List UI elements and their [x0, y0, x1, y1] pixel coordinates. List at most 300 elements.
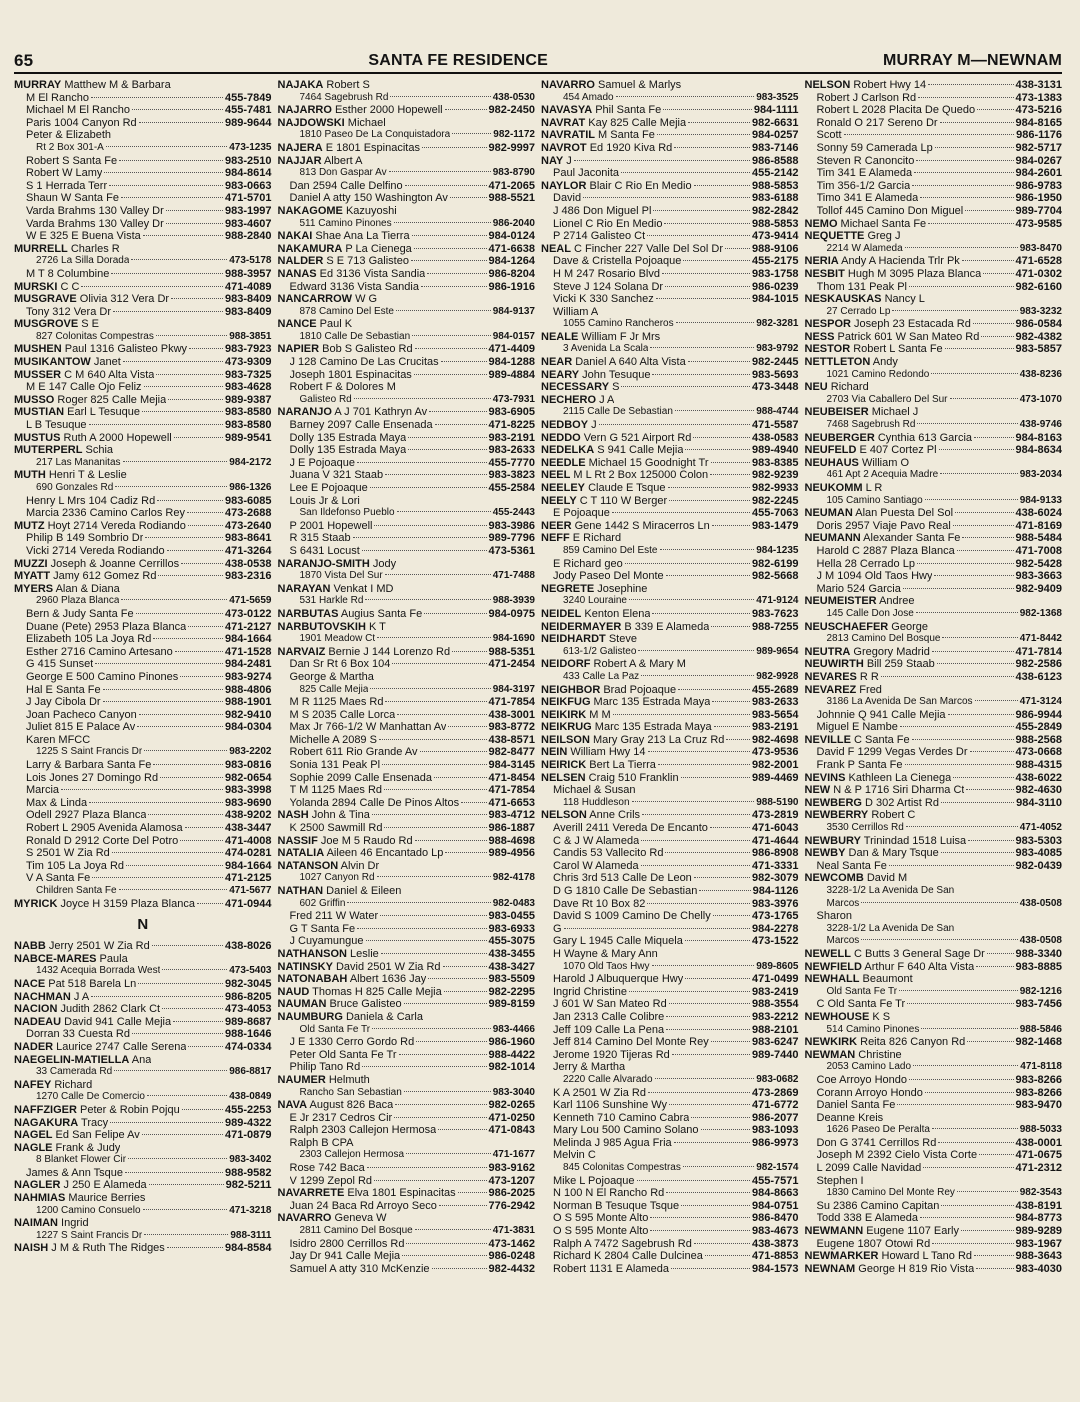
listing-name: MUSHEN Paul 1316 Galisteo Pkwy — [14, 343, 188, 356]
leader-dots — [647, 903, 750, 904]
listing-name: Daniel A atty 150 Washington Av — [289, 192, 448, 205]
phone-number: 982-4432 — [488, 1262, 535, 1275]
listing-name: Lee E Pojoaque — [289, 482, 368, 494]
leader-dots — [445, 109, 487, 110]
listing-entry — [278, 1175, 536, 1188]
listing-name: NASH John & Tina — [277, 809, 370, 822]
phone-number: 983-2510 — [225, 154, 272, 167]
listing-entry — [278, 885, 536, 898]
listing-name: NACHMAN J A — [14, 990, 90, 1003]
listing-entry — [805, 331, 1063, 344]
listing-entry — [805, 180, 1063, 193]
phone-number: 984-1126 — [752, 885, 799, 897]
listing-entry — [541, 1087, 799, 1100]
listing-name: 8 Blanket Flower Cir — [36, 1154, 127, 1166]
listing-name: S 1 Herrada Terr — [26, 179, 108, 192]
phone-number: 983-8409 — [225, 293, 272, 306]
listing-entry — [278, 1250, 536, 1263]
phone-number: 984-3110 — [1016, 796, 1062, 809]
listing-name: Norman B Tesuque Tsque — [553, 1199, 680, 1212]
phone-number: 471-8442 — [1019, 633, 1062, 645]
listing-entry — [805, 532, 1063, 545]
leader-dots — [711, 1041, 750, 1042]
phone-number: 983-2202 — [229, 746, 272, 758]
leader-dots — [128, 1158, 227, 1159]
phone-number: 988-2101 — [752, 1023, 799, 1036]
listing-entry — [14, 658, 272, 671]
phone-number: 455-2253 — [225, 1103, 272, 1116]
listing-name: Dave Rt 10 Box 82 — [553, 897, 646, 910]
listing-entry — [541, 255, 799, 268]
phone-number: 471-0879 — [225, 1129, 272, 1142]
leader-dots — [662, 273, 750, 274]
phone-number: 982-4630 — [1015, 784, 1062, 797]
phone-number: 438-0583 — [752, 431, 799, 444]
listing-name: Fred 211 W Water — [289, 910, 379, 923]
phone-number: 982-2295 — [488, 985, 535, 998]
listing-entry — [541, 1137, 799, 1150]
leader-dots — [362, 550, 487, 551]
listing-name: MYATT Jamy 612 Gomez Rd — [14, 570, 157, 583]
listing-name: NATHAN Daniel & Eileen — [277, 885, 402, 897]
listing-name: MYRICK Joyce H 3159 Plaza Blanca — [14, 897, 195, 910]
listing-name: NEWFIELD Arthur F 640 Alta Vista — [804, 960, 975, 973]
listing-entry — [14, 419, 272, 432]
listing-entry — [278, 1149, 536, 1162]
leader-dots — [701, 1129, 750, 1130]
listing-entry — [541, 923, 799, 936]
listing-name: MUSGRAVE Olivia 312 Vera Dr — [14, 293, 170, 306]
phone-number: 438-3001 — [488, 708, 535, 721]
listing-entry — [278, 218, 536, 231]
listing-name: D G 1810 Calle De Sebastian — [553, 885, 698, 897]
listing-entry — [278, 948, 536, 961]
phone-number: 983-9470 — [1015, 1099, 1062, 1112]
listing-name: NAUD Thomas H 825 Calle Mejia — [277, 985, 442, 998]
listing-entry — [14, 381, 272, 394]
leader-dots — [916, 160, 1013, 161]
leader-dots — [666, 1016, 750, 1017]
phone-number: 473-3448 — [752, 381, 799, 394]
listing-entry — [278, 79, 536, 92]
listing-entry — [541, 281, 799, 294]
listing-name: Hal E Santa Fe — [26, 683, 101, 696]
listing-entry — [541, 860, 799, 873]
page-title: SANTA FE RESIDENCE — [368, 52, 548, 69]
phone-number: 988-2568 — [1015, 733, 1062, 746]
listing-name: Barney 2097 Calle Ensenada — [289, 419, 433, 432]
listing-entry — [805, 205, 1063, 218]
phone-number: 983-3986 — [488, 519, 535, 532]
listing-entry — [541, 457, 799, 470]
listing-entry — [541, 822, 799, 835]
leader-dots — [714, 726, 750, 727]
listing-name: NEWMAN Christine — [804, 1048, 902, 1061]
leader-dots — [119, 160, 223, 161]
leader-dots — [935, 147, 1014, 148]
listing-name: NEIRICK Bert La Tierra — [541, 759, 656, 772]
leader-dots — [103, 689, 223, 690]
page-header — [14, 50, 1062, 74]
listing-name: Steve J 124 Solana Dr — [553, 280, 664, 293]
listing-entry — [278, 457, 536, 470]
listing-entry — [278, 495, 536, 508]
listing-name: Ingrid Christine — [553, 985, 627, 998]
listing-entry — [541, 835, 799, 848]
listing-name: S 6431 Locust — [289, 544, 360, 557]
listing-entry — [278, 142, 536, 155]
listing-entry — [805, 961, 1063, 974]
listing-name: J Cuyamungue — [289, 935, 364, 948]
phone-number: 473-1765 — [752, 910, 799, 923]
phone-number: 982-5717 — [1015, 141, 1062, 154]
leader-dots — [121, 197, 223, 198]
phone-number: 983-0816 — [225, 759, 272, 772]
leader-dots — [948, 714, 1014, 715]
listing-entry — [14, 218, 272, 231]
listing-name: Max & Linda — [26, 796, 88, 809]
leader-dots — [681, 1205, 750, 1206]
listing-name: NARBUTOVSKIH K T — [277, 620, 386, 633]
leader-dots — [683, 1166, 754, 1167]
listing-entry — [14, 482, 272, 495]
listing-entry — [805, 92, 1063, 105]
listing-name: NARVAIZ Bernie J 144 Lorenzo Rd — [277, 645, 451, 658]
listing-entry — [541, 746, 799, 759]
listing-entry — [278, 898, 536, 911]
listing-name: 454 Amado — [563, 91, 614, 103]
listing-name: NETTLETON Andy — [804, 356, 898, 369]
listing-name: NAHMIAS Maurice Berries — [14, 1192, 146, 1205]
listing-entry — [14, 734, 272, 747]
listing-entry — [278, 318, 536, 331]
phone-number: 983-8790 — [492, 167, 535, 179]
listing-entry — [805, 872, 1063, 885]
listing-entry — [14, 570, 272, 583]
listing-name: NESKAUSKAS Nancy L — [804, 293, 925, 306]
listing-name: NAGAKURA Tracy — [14, 1116, 109, 1129]
leader-dots — [666, 1192, 750, 1193]
listing-entry — [805, 167, 1063, 180]
leader-dots — [397, 714, 486, 715]
phone-number: 983-0682 — [756, 1073, 799, 1085]
listing-name: Samuel A atty 310 McKenzie — [289, 1262, 430, 1275]
listing-name: Ronald O 217 Sereno Dr — [816, 116, 938, 129]
listing-name: 1055 Camino Rancheros — [563, 318, 674, 330]
listing-name: NAGLER J 250 E Alameda — [14, 1179, 147, 1192]
leader-dots — [939, 449, 1014, 450]
listing-name: Robert 611 Rio Grande Av — [289, 746, 418, 759]
listing-entry — [805, 1200, 1063, 1213]
phone-number: 982-2001 — [752, 759, 799, 772]
listing-entry — [805, 1137, 1063, 1150]
leader-dots — [962, 260, 1014, 261]
phone-number: 455-2689 — [752, 683, 799, 696]
phone-number: 455-7571 — [752, 1174, 799, 1187]
listing-name: Ralph 2303 Callejon Hermosa — [289, 1124, 437, 1137]
phone-number: 471-4644 — [752, 834, 799, 847]
listing-entry — [541, 369, 799, 382]
leader-dots — [420, 751, 487, 752]
phone-number: 471-8169 — [1015, 519, 1062, 532]
listing-entry — [541, 1238, 799, 1251]
listing-entry — [14, 444, 272, 457]
listing-name: Sharon — [816, 910, 852, 923]
phone-number: 984-1664 — [225, 633, 272, 646]
listing-entry — [805, 809, 1063, 822]
phone-number: 983-7325 — [225, 368, 272, 381]
listing-name: NATHANSON Leslie — [277, 947, 379, 960]
listing-name: Old Santa Fe Tr — [826, 985, 898, 997]
leader-dots — [647, 235, 750, 236]
phone-number: 984-8584 — [225, 1242, 272, 1255]
leader-dots — [180, 676, 223, 677]
phone-number: 986-9944 — [1015, 708, 1062, 721]
listing-entry — [14, 1129, 272, 1142]
listing-name: MUSSO Roger 825 Calle Mejia — [14, 393, 167, 406]
listing-entry — [278, 432, 536, 445]
listing-name: Richard K 2804 Calle Dulcinea — [553, 1250, 703, 1263]
listing-name: Deanne Kreis — [816, 1111, 884, 1124]
listing-entry — [14, 646, 272, 659]
phone-number: 982-5668 — [752, 570, 799, 583]
leader-dots — [185, 827, 223, 828]
listing-entry — [541, 507, 799, 520]
leader-dots — [144, 386, 223, 387]
leader-dots — [121, 599, 227, 600]
listing-name: 7468 Sagebrush Rd — [826, 419, 916, 431]
listing-name: 1227 S Saint Francis Dr — [36, 1229, 143, 1241]
listing-name: NEWMANN Eugene 1107 Early — [804, 1225, 959, 1238]
listing-entry — [805, 129, 1063, 142]
listing-entry — [14, 293, 272, 306]
phone-number: 983-4030 — [1015, 1262, 1062, 1275]
listing-name: NAYLOR Blair C Rio En Medio — [541, 179, 692, 192]
listing-name: NEQUETTE Greg J — [804, 230, 901, 243]
phone-number: 984-8773 — [1015, 1212, 1062, 1225]
leader-dots — [957, 1191, 1018, 1192]
listing-entry — [14, 772, 272, 785]
phone-number: 983-5303 — [1015, 834, 1062, 847]
listing-name: 3 Avenida La Scala — [563, 343, 649, 355]
listing-entry — [805, 1250, 1063, 1263]
listing-name: 2960 Plaza Blanca — [36, 595, 120, 607]
listing-entry — [278, 797, 536, 810]
listing-name: NASSIF Joe M 5 Raudo Rd — [277, 834, 413, 847]
listing-entry — [805, 1024, 1063, 1037]
listing-entry — [14, 1041, 272, 1054]
leader-dots — [157, 500, 223, 501]
leader-dots — [705, 1255, 750, 1256]
listing-entry — [541, 1187, 799, 1200]
phone-number: 984-8634 — [1015, 444, 1062, 457]
phone-number: 438-6022 — [1015, 771, 1062, 784]
listing-entry — [14, 507, 272, 520]
leader-dots — [940, 473, 1017, 474]
listing-entry — [278, 419, 536, 432]
phone-number: 983-7146 — [752, 141, 799, 154]
listing-name: 2115 Calle De Sebastian — [563, 406, 673, 418]
leader-dots — [104, 172, 223, 173]
listing-name: NESBIT Hugh M 3095 Plaza Blanca — [804, 267, 982, 280]
phone-number: 473-9585 — [1015, 217, 1062, 230]
phone-number: 471-0499 — [752, 973, 799, 986]
listing-name: 1432 Acequia Borrada West — [36, 965, 161, 977]
listing-entry — [278, 772, 536, 785]
listing-name: NECESSARY S — [541, 381, 620, 394]
listing-entry — [805, 381, 1063, 394]
phone-number: 982-4178 — [492, 872, 535, 884]
leader-dots — [384, 827, 486, 828]
leader-dots — [415, 840, 487, 841]
leader-dots — [139, 714, 223, 715]
listing-entry — [805, 721, 1063, 734]
phone-number: 438-0849 — [229, 1091, 272, 1103]
listing-name: Joseph M 2392 Cielo Vista Corte — [816, 1149, 978, 1162]
phone-number: 438-3455 — [488, 947, 535, 960]
listing-entry — [278, 923, 536, 936]
listing-entry — [14, 432, 272, 445]
leader-dots — [674, 1142, 750, 1143]
listing-name: NEUHAUS William O — [804, 456, 910, 469]
listing-name: Robert L 2905 Avenida Alamosa — [26, 822, 183, 835]
listing-name: Rose 742 Baca — [289, 1162, 365, 1175]
listing-name: Kenneth 710 Camino Cabra — [553, 1111, 690, 1124]
listing-name: NEER Gene 1442 S Miracerros Ln — [541, 519, 710, 532]
phone-number: 986-1950 — [1015, 192, 1062, 205]
listing-name: 878 Camino Del Este — [299, 305, 394, 317]
listing-name: Dorran 33 Cuesta Rd — [26, 1028, 130, 1041]
listing-entry — [14, 180, 272, 193]
phone-number: 438-3873 — [752, 1237, 799, 1250]
listing-entry — [805, 545, 1063, 558]
listing-entry — [805, 973, 1063, 986]
listing-name: Varda Brahms 130 Valley Dr — [26, 217, 164, 230]
leader-dots — [941, 802, 1014, 803]
phone-number: 982-6160 — [1015, 280, 1062, 293]
leader-dots — [365, 599, 490, 600]
leader-dots — [89, 424, 223, 425]
phone-number: 438-6024 — [1015, 507, 1062, 520]
listing-entry — [805, 444, 1063, 457]
phone-number: 989-9387 — [225, 393, 272, 406]
leader-dots — [414, 248, 487, 249]
listing-entry — [14, 684, 272, 697]
listing-name: O S 595 Monte Alto — [553, 1225, 649, 1238]
leader-dots — [688, 361, 750, 362]
phone-number: 471-5587 — [752, 419, 799, 432]
phone-number: 986-9783 — [1015, 179, 1062, 192]
listing-entry — [805, 847, 1063, 860]
phone-number: 471-2312 — [1015, 1162, 1062, 1175]
listing-name: NAEGELIN-MATIELLA Ana — [14, 1053, 152, 1066]
leader-dots — [637, 1180, 750, 1181]
listing-name: Philip Tano Rd — [289, 1061, 361, 1074]
listing-entry — [541, 92, 799, 105]
listing-name: Timo 341 E Alameda — [816, 192, 919, 205]
listing-entry — [278, 784, 536, 797]
listing-name: Ronald D 2912 Corte Del Potro — [26, 834, 179, 847]
listing-entry — [805, 482, 1063, 495]
listing-entry — [14, 243, 272, 256]
listing-name: Marcos — [826, 935, 860, 947]
listing-name: Lois Jones 27 Domingo Rd — [26, 771, 159, 784]
leader-dots — [699, 890, 750, 891]
listing-entry — [805, 318, 1063, 331]
listing-entry — [278, 369, 536, 382]
listing-entry — [805, 243, 1063, 256]
listing-name: Lionel C Rio En Medio — [553, 217, 663, 230]
phone-number: 471-4409 — [488, 343, 535, 356]
leader-dots — [665, 286, 750, 287]
phone-number: 982-9997 — [488, 141, 535, 154]
listing-name: NEELEY Claude E Tsque — [541, 482, 666, 494]
listing-name: MUTH Henri T & Leslie — [14, 469, 127, 482]
listing-entry — [541, 293, 799, 306]
listing-name: Jerry & Martha — [553, 1061, 626, 1074]
listing-name: NEMO Michael Santa Fe — [804, 217, 927, 230]
phone-number: 984-1264 — [488, 255, 535, 268]
leader-dots — [110, 1122, 223, 1123]
leader-dots — [668, 487, 750, 488]
leader-dots — [408, 437, 486, 438]
listing-entry — [541, 1011, 799, 1024]
leader-dots — [688, 122, 750, 123]
leader-dots — [347, 902, 490, 903]
listing-entry — [278, 356, 536, 369]
leader-dots — [909, 1079, 1014, 1080]
section-letter: N — [137, 916, 149, 934]
phone-number: 471-3831 — [492, 1225, 535, 1237]
listing-entry — [14, 1242, 272, 1255]
phone-number: 983-4628 — [225, 381, 272, 394]
listing-entry — [541, 1024, 799, 1037]
listing-entry — [541, 129, 799, 142]
listing-name: MURSKI C C — [14, 280, 80, 293]
phone-number: 983-6247 — [752, 1036, 799, 1049]
leader-dots — [452, 651, 486, 652]
listing-name: NEVAREZ Fred — [804, 683, 882, 696]
listing-name: MUSGROVE S E — [14, 318, 99, 331]
listing-entry — [541, 1212, 799, 1225]
listing-name: M R 1125 Maes Rd — [289, 696, 384, 709]
phone-number: 984-0124 — [488, 230, 535, 243]
leader-dots — [450, 197, 487, 198]
leader-dots — [932, 1243, 1013, 1244]
listing-entry — [278, 709, 536, 722]
listing-entry — [805, 230, 1063, 243]
phone-number: 986-2077 — [752, 1111, 799, 1124]
phone-number: 455-2175 — [752, 255, 799, 268]
listing-name: NEGRETE Josephine — [541, 582, 648, 595]
listing-name: Odell 2927 Plaza Blanca — [26, 809, 147, 822]
listing-name: NEIKFUG Marc 135 Estrada Maya — [541, 696, 711, 709]
phone-number: 983-7456 — [1015, 998, 1062, 1011]
listing-entry — [278, 684, 536, 697]
listing-name: NEWMARKER Howard L Tano Rd — [804, 1250, 973, 1263]
listing-entry — [14, 1217, 272, 1230]
listing-name: NAVARRO Geneva W — [277, 1212, 387, 1225]
listing-entry — [805, 432, 1063, 445]
listing-name: George & Martha — [289, 670, 374, 683]
listing-name: Mike L Pojoaque — [553, 1174, 635, 1187]
listing-name: 27 Cerrado Lp — [826, 305, 891, 317]
listing-entry — [805, 155, 1063, 168]
listing-entry — [541, 167, 799, 180]
leader-dots — [377, 637, 491, 638]
listing-name: NEWELL C Butts 3 General Sage Dr — [804, 947, 985, 960]
phone-number: 983-1479 — [752, 519, 799, 532]
